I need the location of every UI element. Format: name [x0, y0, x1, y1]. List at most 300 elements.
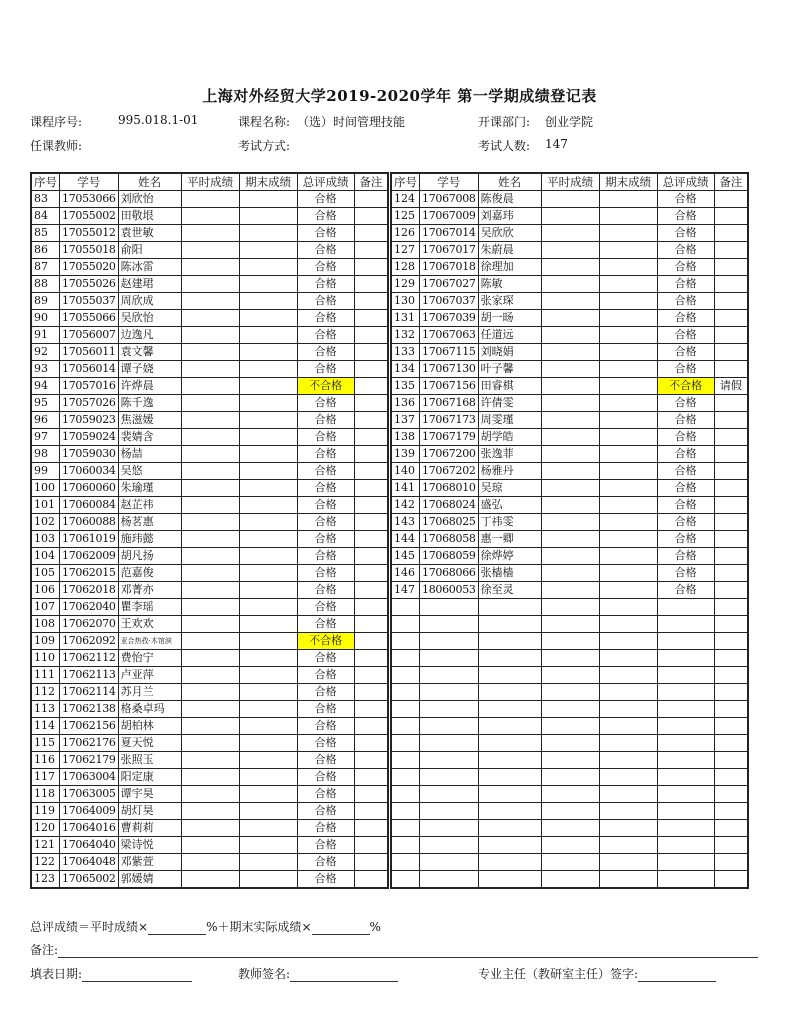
total-grade-cell — [657, 650, 714, 667]
total-grade-cell: 合格 — [657, 259, 714, 276]
seq-cell: 146 — [391, 565, 420, 582]
seq-cell: 142 — [391, 497, 420, 514]
seq-cell: 84 — [31, 208, 60, 225]
remark-cell — [354, 310, 388, 327]
regular-score-cell — [181, 582, 239, 599]
final-weight-blank[interactable] — [312, 934, 370, 935]
table-row — [391, 361, 748, 378]
formula-line — [30, 918, 381, 935]
seq-cell — [391, 735, 420, 752]
date-line — [30, 965, 192, 982]
regular-score-cell — [541, 514, 599, 531]
total-grade-cell: 合格 — [657, 565, 714, 582]
total-grade-cell: 合格 — [297, 242, 354, 259]
regular-score-cell — [541, 327, 599, 344]
final-score-cell — [239, 582, 297, 599]
regular-score-cell — [181, 667, 239, 684]
final-score-cell — [599, 446, 657, 463]
regular-score-cell — [181, 463, 239, 480]
table-row — [391, 429, 748, 446]
seq-cell: 131 — [391, 310, 420, 327]
table-row — [391, 463, 748, 480]
name-cell: 刘欣怡 — [118, 191, 181, 208]
regular-score-cell — [541, 752, 599, 769]
seq-cell: 140 — [391, 463, 420, 480]
total-grade-cell: 合格 — [297, 429, 354, 446]
regular-score-cell — [541, 837, 599, 854]
final-score-cell — [239, 718, 297, 735]
student-id-cell — [420, 871, 479, 889]
final-score-cell — [239, 208, 297, 225]
regular-score-cell — [181, 735, 239, 752]
seq-cell: 83 — [31, 191, 60, 208]
column-header: 平时成绩 — [181, 173, 239, 191]
name-cell: 陈敏 — [478, 276, 541, 293]
remark-line — [30, 941, 758, 958]
remark-cell — [714, 208, 748, 225]
student-id-cell: 17062156 — [60, 718, 119, 735]
name-cell: 许倩雯 — [478, 395, 541, 412]
table-row — [31, 225, 388, 242]
regular-score-cell — [181, 293, 239, 310]
final-score-cell — [239, 803, 297, 820]
seq-cell: 98 — [31, 446, 60, 463]
regular-score-cell — [181, 803, 239, 820]
table-row — [391, 208, 748, 225]
name-cell: 谭子娆 — [118, 361, 181, 378]
exam-count: 147 — [545, 137, 568, 151]
name-cell — [478, 837, 541, 854]
seq-cell: 135 — [391, 378, 420, 395]
remark-cell — [714, 463, 748, 480]
regular-score-cell — [181, 208, 239, 225]
course-no-label: 课程序号: — [30, 115, 83, 129]
final-score-cell — [239, 191, 297, 208]
regular-score-cell — [541, 769, 599, 786]
table-row — [31, 599, 388, 616]
name-cell: 丁祎雯 — [478, 514, 541, 531]
regular-score-cell — [541, 361, 599, 378]
final-score-cell — [239, 514, 297, 531]
total-grade-cell — [657, 633, 714, 650]
column-header: 序号 — [31, 173, 60, 191]
name-cell: 王欢欢 — [118, 616, 181, 633]
seq-cell: 100 — [31, 480, 60, 497]
seq-cell: 120 — [31, 820, 60, 837]
remark-cell — [714, 429, 748, 446]
final-score-cell — [599, 769, 657, 786]
seq-cell: 144 — [391, 531, 420, 548]
total-grade-cell: 合格 — [297, 225, 354, 242]
student-id-cell — [420, 633, 479, 650]
table-row — [391, 837, 748, 854]
remark-cell — [714, 854, 748, 871]
final-score-cell — [239, 361, 297, 378]
student-id-cell — [420, 718, 479, 735]
seq-cell — [391, 684, 420, 701]
regular-score-cell — [541, 548, 599, 565]
table-row — [31, 361, 388, 378]
table-row — [391, 293, 748, 310]
total-grade-cell: 合格 — [657, 208, 714, 225]
remark-cell — [714, 395, 748, 412]
name-cell: 吴欣怡 — [118, 310, 181, 327]
seq-cell — [391, 667, 420, 684]
final-score-cell — [239, 616, 297, 633]
seq-cell: 109 — [31, 633, 60, 650]
name-cell: 吴悠 — [118, 463, 181, 480]
final-score-cell — [599, 582, 657, 599]
table-row — [31, 259, 388, 276]
name-cell: 赵芷祎 — [118, 497, 181, 514]
seq-cell: 104 — [31, 548, 60, 565]
student-id-cell: 17063005 — [60, 786, 119, 803]
table-row — [391, 446, 748, 463]
regular-score-cell — [541, 633, 599, 650]
regular-score-cell — [541, 616, 599, 633]
seq-cell — [391, 837, 420, 854]
column-header: 序号 — [391, 173, 420, 191]
final-score-cell — [599, 327, 657, 344]
total-grade-cell: 合格 — [657, 293, 714, 310]
regular-score-cell — [181, 769, 239, 786]
seq-cell: 90 — [31, 310, 60, 327]
regular-score-cell — [181, 718, 239, 735]
table-row — [391, 310, 748, 327]
total-grade-cell: 合格 — [657, 514, 714, 531]
final-score-cell — [599, 633, 657, 650]
seq-cell: 110 — [31, 650, 60, 667]
final-score-cell — [239, 463, 297, 480]
final-score-cell — [599, 310, 657, 327]
seq-cell — [391, 752, 420, 769]
remark-cell — [354, 650, 388, 667]
name-cell — [478, 786, 541, 803]
name-cell: 朱蔚晨 — [478, 242, 541, 259]
name-cell: 邓菁亦 — [118, 582, 181, 599]
final-score-cell — [239, 395, 297, 412]
student-id-cell — [420, 769, 479, 786]
total-grade-cell: 合格 — [297, 718, 354, 735]
student-id-cell — [420, 684, 479, 701]
final-score-cell — [239, 854, 297, 871]
teacher-sign-label: 教师签名: — [238, 967, 291, 981]
regular-weight-blank[interactable] — [148, 934, 206, 935]
final-score-cell — [239, 429, 297, 446]
remark-cell — [714, 701, 748, 718]
total-grade-cell: 合格 — [297, 871, 354, 889]
regular-score-cell — [181, 327, 239, 344]
student-id-cell: 17059023 — [60, 412, 119, 429]
remark-cell — [354, 378, 388, 395]
final-score-cell — [599, 803, 657, 820]
student-id-cell — [420, 735, 479, 752]
table-row — [31, 633, 388, 650]
total-grade-cell: 合格 — [297, 463, 354, 480]
student-id-cell: 17057026 — [60, 395, 119, 412]
seq-cell: 88 — [31, 276, 60, 293]
name-cell — [478, 854, 541, 871]
total-grade-cell: 合格 — [297, 650, 354, 667]
name-cell: 格桑卓玛 — [118, 701, 181, 718]
seq-cell: 137 — [391, 412, 420, 429]
name-cell: 吴欣欣 — [478, 225, 541, 242]
remark-cell — [714, 446, 748, 463]
seq-cell — [391, 633, 420, 650]
total-grade-cell: 合格 — [657, 361, 714, 378]
student-id-cell: 17062113 — [60, 667, 119, 684]
remark-cell — [354, 412, 388, 429]
seq-cell: 106 — [31, 582, 60, 599]
student-id-cell: 17067008 — [420, 191, 479, 208]
column-header: 备注 — [354, 173, 388, 191]
remark-cell — [714, 480, 748, 497]
final-score-cell — [239, 259, 297, 276]
name-cell: 裴婧含 — [118, 429, 181, 446]
total-grade-cell: 合格 — [297, 565, 354, 582]
table-header-row — [31, 173, 388, 191]
remark-cell — [714, 616, 748, 633]
remark-blank[interactable] — [58, 957, 758, 958]
name-cell: 赵建珺 — [118, 276, 181, 293]
table-row — [391, 242, 748, 259]
remark-cell — [354, 633, 388, 650]
total-grade-cell — [657, 786, 714, 803]
total-grade-cell: 合格 — [657, 344, 714, 361]
student-id-cell: 17063004 — [60, 769, 119, 786]
name-cell: 亚合热孜·木馆滨 — [118, 633, 181, 650]
seq-cell: 130 — [391, 293, 420, 310]
student-id-cell: 17067037 — [420, 293, 479, 310]
total-grade-cell: 合格 — [297, 412, 354, 429]
final-score-cell — [599, 735, 657, 752]
total-grade-cell: 合格 — [657, 429, 714, 446]
final-score-cell — [239, 735, 297, 752]
student-id-cell — [420, 701, 479, 718]
seq-cell — [391, 718, 420, 735]
regular-score-cell — [181, 752, 239, 769]
remark-cell — [714, 803, 748, 820]
student-id-cell: 17056014 — [60, 361, 119, 378]
seq-cell — [391, 616, 420, 633]
table-row — [31, 497, 388, 514]
name-cell: 杨喆 — [118, 446, 181, 463]
remark-cell — [354, 718, 388, 735]
final-score-cell — [599, 225, 657, 242]
remark-cell — [714, 786, 748, 803]
name-cell: 谭宇昊 — [118, 786, 181, 803]
student-id-cell — [420, 820, 479, 837]
regular-score-cell — [541, 701, 599, 718]
remark-cell — [714, 565, 748, 582]
student-id-cell: 17056011 — [60, 344, 119, 361]
regular-score-cell — [541, 395, 599, 412]
total-grade-cell: 合格 — [657, 463, 714, 480]
student-id-cell: 17067200 — [420, 446, 479, 463]
total-grade-cell: 合格 — [657, 548, 714, 565]
table-row — [391, 820, 748, 837]
table-row — [391, 480, 748, 497]
regular-score-cell — [541, 242, 599, 259]
student-id-cell — [420, 599, 479, 616]
remark-cell — [714, 667, 748, 684]
name-cell: 许烨晨 — [118, 378, 181, 395]
student-id-cell: 17068024 — [420, 497, 479, 514]
name-cell: 费怡宁 — [118, 650, 181, 667]
final-score-cell — [599, 871, 657, 889]
remark-cell — [354, 837, 388, 854]
seq-cell: 102 — [31, 514, 60, 531]
regular-score-cell — [541, 565, 599, 582]
formula-part-b: %＋期末实际成绩× — [206, 920, 312, 934]
total-grade-cell: 合格 — [297, 769, 354, 786]
name-cell — [478, 718, 541, 735]
regular-score-cell — [541, 480, 599, 497]
total-grade-cell: 合格 — [297, 820, 354, 837]
final-score-cell — [239, 446, 297, 463]
table-row — [391, 225, 748, 242]
seq-cell: 113 — [31, 701, 60, 718]
date-blank[interactable] — [82, 981, 192, 982]
total-grade-cell: 合格 — [297, 361, 354, 378]
final-score-cell — [599, 837, 657, 854]
table-row — [31, 871, 388, 889]
remark-cell — [714, 293, 748, 310]
table-row — [391, 276, 748, 293]
final-score-cell — [239, 599, 297, 616]
remark-cell — [354, 616, 388, 633]
table-row — [31, 276, 388, 293]
final-score-cell — [239, 837, 297, 854]
regular-score-cell — [541, 208, 599, 225]
final-score-cell — [239, 242, 297, 259]
table-row — [391, 412, 748, 429]
seq-cell — [391, 769, 420, 786]
seq-cell: 111 — [31, 667, 60, 684]
seq-cell: 115 — [31, 735, 60, 752]
seq-cell: 96 — [31, 412, 60, 429]
director-sign-blank[interactable] — [638, 981, 716, 982]
seq-cell — [391, 871, 420, 889]
formula-part-c: % — [369, 920, 381, 934]
regular-score-cell — [181, 361, 239, 378]
table-row — [31, 191, 388, 208]
regular-score-cell — [541, 854, 599, 871]
student-id-cell: 17057016 — [60, 378, 119, 395]
regular-score-cell — [181, 412, 239, 429]
seq-cell: 103 — [31, 531, 60, 548]
student-id-cell: 17056007 — [60, 327, 119, 344]
student-id-cell: 17062114 — [60, 684, 119, 701]
regular-score-cell — [541, 412, 599, 429]
seq-cell: 133 — [391, 344, 420, 361]
name-cell: 刘晓娟 — [478, 344, 541, 361]
remark-cell — [354, 463, 388, 480]
student-id-cell: 17055066 — [60, 310, 119, 327]
table-row — [391, 786, 748, 803]
teacher-sign-line — [238, 965, 398, 982]
seq-cell: 97 — [31, 429, 60, 446]
seq-cell: 124 — [391, 191, 420, 208]
total-grade-cell — [657, 599, 714, 616]
table-row — [391, 684, 748, 701]
final-score-cell — [239, 480, 297, 497]
name-cell: 瞿李瑶 — [118, 599, 181, 616]
remark-cell — [354, 361, 388, 378]
final-score-cell — [599, 429, 657, 446]
final-score-cell — [599, 208, 657, 225]
final-score-cell — [239, 225, 297, 242]
seq-cell: 145 — [391, 548, 420, 565]
student-id-cell: 17067115 — [420, 344, 479, 361]
regular-score-cell — [181, 854, 239, 871]
total-grade-cell: 合格 — [657, 412, 714, 429]
table-row — [31, 667, 388, 684]
table-row — [391, 854, 748, 871]
table-row — [391, 582, 748, 599]
student-id-cell — [420, 803, 479, 820]
student-id-cell: 17067179 — [420, 429, 479, 446]
final-score-cell — [599, 684, 657, 701]
final-score-cell — [599, 514, 657, 531]
name-cell: 田睿棋 — [478, 378, 541, 395]
remark-cell — [354, 225, 388, 242]
table-row — [31, 769, 388, 786]
final-score-cell — [599, 616, 657, 633]
dept: 创业学院 — [545, 115, 594, 129]
total-grade-cell — [657, 769, 714, 786]
seq-cell: 114 — [31, 718, 60, 735]
table-row — [31, 378, 388, 395]
total-grade-cell: 合格 — [297, 293, 354, 310]
seq-cell: 87 — [31, 259, 60, 276]
final-score-cell — [239, 276, 297, 293]
table-row — [391, 497, 748, 514]
student-id-cell: 17062092 — [60, 633, 119, 650]
remark-cell — [354, 582, 388, 599]
final-score-cell — [599, 565, 657, 582]
teacher-label: 任课教师: — [30, 139, 83, 153]
seq-cell: 108 — [31, 616, 60, 633]
seq-cell: 93 — [31, 361, 60, 378]
remark-cell — [714, 327, 748, 344]
dept-label: 开课部门: — [478, 115, 531, 129]
regular-score-cell — [541, 650, 599, 667]
remark-cell — [354, 684, 388, 701]
remark-cell — [354, 820, 388, 837]
grade-table-right — [390, 172, 749, 889]
name-cell: 袁文馨 — [118, 344, 181, 361]
teacher-sign-blank[interactable] — [290, 981, 398, 982]
student-id-cell: 17055018 — [60, 242, 119, 259]
student-id-cell: 17062070 — [60, 616, 119, 633]
name-cell: 曹莉莉 — [118, 820, 181, 837]
total-grade-cell: 合格 — [297, 531, 354, 548]
table-row — [391, 633, 748, 650]
table-row — [31, 208, 388, 225]
total-grade-cell: 合格 — [657, 191, 714, 208]
remark-cell — [354, 752, 388, 769]
table-row — [391, 667, 748, 684]
final-score-cell — [599, 412, 657, 429]
student-id-cell: 17064016 — [60, 820, 119, 837]
regular-score-cell — [541, 293, 599, 310]
regular-score-cell — [541, 871, 599, 889]
total-grade-cell — [657, 684, 714, 701]
regular-score-cell — [541, 191, 599, 208]
regular-score-cell — [181, 310, 239, 327]
final-score-cell — [599, 242, 657, 259]
